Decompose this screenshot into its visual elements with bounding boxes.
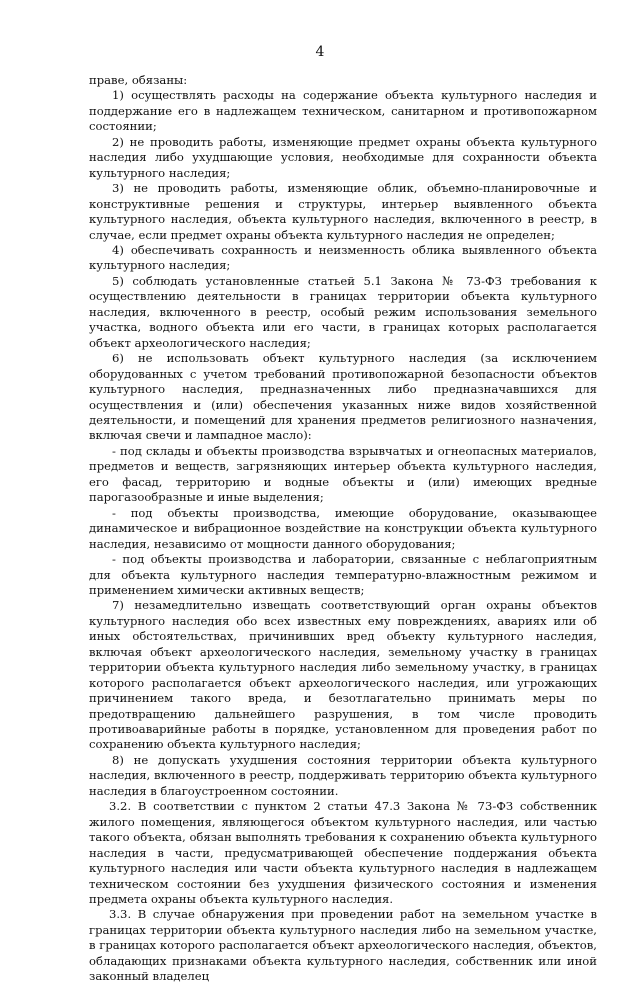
list-item-3: 3) не проводить работы, изменяющие облик, объемно-планировочные и конструктивные решения и структуры, интерьер выявленного объекта культурного наследия, объекта культурного наследия, включенного в реестр, в случае, если предмет охраны объекта культурного наследия не определен;	[89, 181, 597, 242]
list-item-1: 1) осуществлять расходы на содержание объекта культурного наследия и поддержание его в надлежащем техническом, санитарном и противопожарном состоянии;	[89, 88, 597, 134]
document-body	[89, 73, 597, 985]
paragraph-continuation: праве, обязаны:	[89, 73, 188, 87]
section-3-3: 3.3. В случае обнаружения при проведении работ на земельном участке в границах территории объекта культурного наследия либо на земельном участке, в границах которого располагается объект археологического наследия, объектов, обладающих признаками объекта культурного наследия, собственник или иной законный владелец	[89, 907, 597, 984]
sub-item-production: - под объекты производства, имеющие оборудование, оказывающее динамическое и вибрационное воздействие на конструкции объекта культурного наследия, независимо от мощности данного оборудования;	[89, 505, 597, 551]
list-item-4: 4) обеспечивать сохранность и неизменность облика выявленного объекта культурного наследия;	[89, 242, 597, 273]
section-3-2: 3.2. В соответствии с пунктом 2 статьи 47.3 Закона № 73-ФЗ собственник жилого помещения, являющегося объектом культурного наследия, или частью такого объекта, обязан выполнять требования к сохранению объекта культурного наследия в части, предусматривающей обеспечение поддержания объекта культурного наследия или части объекта культурного наследия в надлежащем техническом состоянии без ухудшения физического состояния и изменения предмета охраны объекта культурного наследия.	[89, 799, 597, 907]
sub-item-warehouses: - под склады и объекты производства взрывчатых и огнеопасных материалов, предметов и веществ, загрязняющих интерьер объекта культурного наследия, его фасад, территорию и водные объекты и (или) имеющих вредные парогазообразные и иные выделения;	[89, 443, 597, 505]
list-item-5: 5) соблюдать установленные статьей 5.1 Закона № 73-ФЗ требования к осуществлению деятельности в границах территории объекта культурного наследия, включенного в реестр, особый режим использования земельного участка, водного объекта или его части, в границах которых располагается объект археологического наследия;	[89, 273, 597, 350]
page-number: 4	[315, 44, 325, 60]
list-item-2: 2) не проводить работы, изменяющие предмет охраны объекта культурного наследия либо ухудшающие условия, необходимые для сохранности объекта культурного наследия;	[89, 134, 597, 180]
sub-item-laboratories: - под объекты производства и лаборатории, связанные с неблагоприятным для объекта культурного наследия температурно-влажностным режимом и применением химически активных веществ;	[89, 552, 597, 597]
list-item-6: 6) не использовать объект культурного наследия (за исключением оборудованных с учетом требований противопожарной безопасности объектов культурного наследия, предназначенных либо предназначавшихся для осуществления и (или) обеспечения указанных ниже видов хозяйственной деятельности, и помещений для хранения предметов религиозного назначения, включая свечи и лампадное масло):	[89, 351, 597, 443]
list-item-7: 7) незамедлительно извещать соответствующий орган охраны объектов культурного наследия обо всех известных ему повреждениях, авариях или об иных обстоятельствах, причинивших вред объекту культурного наследия, включая объект археологического наследия, земельному участку в границах территории объекта культурного наследия либо земельному участку, в границах которого располагается объект археологического наследия, или угрожающих причинением такого вреда, и безотлагательно принимать меры по предотвращению дальнейшего разрушения, в том числе проводить противоаварийные работы в порядке, установленном для проведения работ по сохранению объекта культурного наследия;	[89, 598, 597, 752]
list-item-8: 8) не допускать ухудшения состояния территории объекта культурного наследия, включенного в реестр, поддерживать территорию объекта культурного наследия в благоустроенном состоянии.	[89, 752, 597, 798]
